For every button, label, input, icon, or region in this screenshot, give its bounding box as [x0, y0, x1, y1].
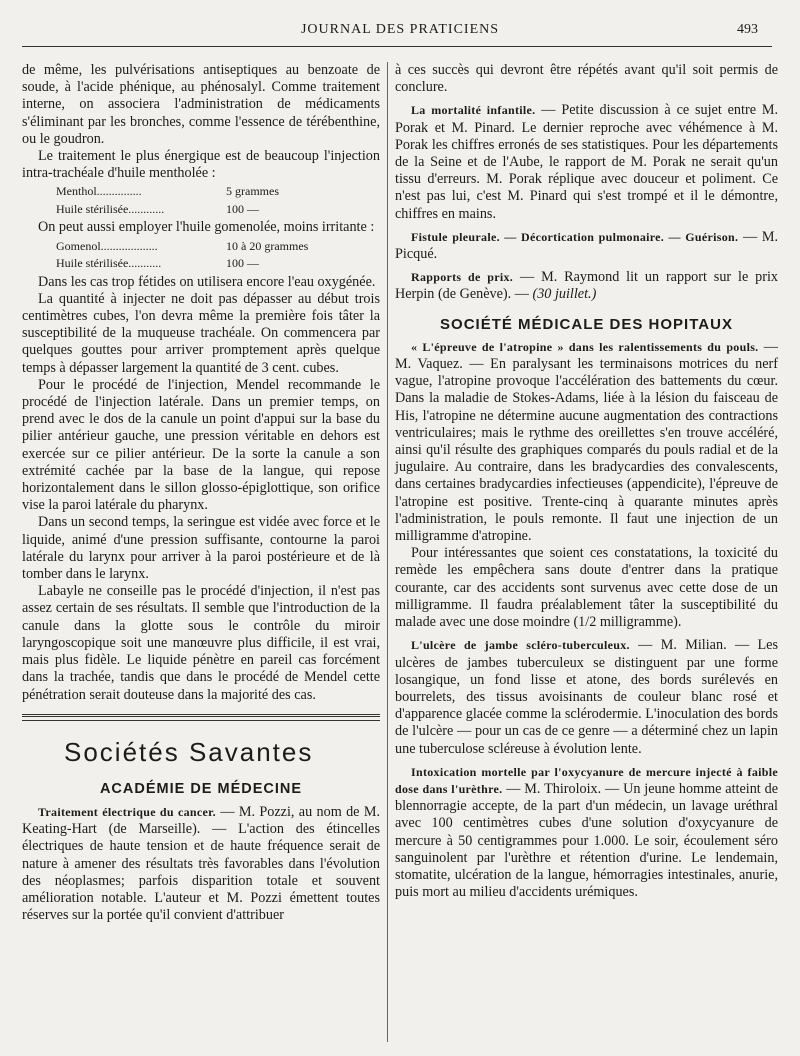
- article-entry: [395, 269, 778, 303]
- subsection-title: ACADÉMIE DE MÉDECINE: [99, 780, 303, 797]
- page-header: [20, 18, 780, 44]
- paragraph: à ces succès qui devront être répétés avant qu'il soit permis de conclure.: [395, 62, 778, 96]
- paragraph: La quantité à injecter ne doit pas dépasser au début trois centimètres cubes, l'on devra même la première fois tâter la susceptibilité de la muqueuse trachéale. On commencera par quelques gouttes pour arriver promptement après quelque temps à dépasser largement la quantité de 3 cent. cubes.: [22, 290, 380, 376]
- formula-value: 100 —: [226, 201, 259, 216]
- formula-value: 5 grammes: [226, 184, 279, 199]
- article-body: — M. Raymond lit un rapport sur le prix Herpin (de Genève). —: [395, 269, 778, 303]
- paragraph: Pour le procédé de l'injection, Mendel recommande le procédé de l'injection latérale. Dans un premier temps, on prend avec le dos de la canule un point d'appui sur la base du pilier antérieur gauche, une pression véritable en dehors est exercée sur ce pilier antérieur. De la sorte la canule a son extrémité cachée par la base de la langue, qui repose horizontalement dans le sillon glosso-épiglottique, son orifice vise la paroi latérale du pharynx.: [22, 376, 380, 514]
- right-column: [395, 62, 778, 901]
- article-heading: Fistule pleurale. — Décortication pulmonaire. — Guérison.: [411, 229, 739, 244]
- article-body: — M. Milian. — Les ulcères de jambes tuberculeux se distinguent par une forme losangique, un fond lisse et atone, des bords surélevés en bourrelets, des tissus avoisinants de couleur blanc rosé et d'apparence glacée comme la sclérodermie. L'inoculation des bords de l'ulcère — pour un cas de ce genre — a déterminé chez un lapin une tuberculose scléreuse à évolution lente.: [395, 637, 778, 757]
- page-number: 493: [737, 22, 758, 37]
- article-entry: [395, 637, 778, 757]
- formula-value: 10 à 20 grammes: [226, 238, 309, 253]
- paragraph: Dans les cas trop fétides on utilisera encore l'eau oxygénée.: [38, 273, 376, 290]
- column-divider: [387, 62, 388, 1042]
- article-heading: Intoxication mortelle par l'oxycyanure de mercure injecté à faible dose dans l'urèthre.: [395, 764, 778, 796]
- formula-row: [56, 184, 336, 200]
- paragraph: Labayle ne conseille pas le procédé d'injection, il n'est pas assez certain de ses résultats. Il semble que l'introduction de la canule dans la glotte sous le contrôle du miroir laryngoscopique soit une manœuvre plus difficile, il est vrai, mais plus fidèle. Le liquide pénètre en pareil cas forcément dans la trachée, tandis que dans le procédé de Mendel cette pénétration serait douteuse dans la majorité des cas.: [22, 583, 380, 703]
- formula-name: Menthol...............: [56, 184, 142, 199]
- formula-row: [56, 256, 336, 272]
- article-entry: [395, 102, 778, 222]
- subsection-title: SOCIÉTÉ MÉDICALE DES HOPITAUX: [440, 315, 733, 333]
- article-body: — M. Thiroloix. — Un jeune homme atteint de blennorragie accepte, de la part d'un médecin, un lavage uréthral avec 100 centimètres cubes d'une solution d'oxycyanure de mercure à 50 centigrammes pour 1.000. Le soir, écoulement séro sanguinolent par l'urèthre et rétention d'urine. Le lendemain, stomatite, ulcération de la langue, hémorragies intestinales, anurie, puis mort au milieu d'accidents urémiques.: [395, 780, 778, 901]
- formula-name: Huile stérilisée...........: [56, 256, 162, 271]
- article-body: — M. Pozzi, au nom de M. Keating-Hart (de Marseille). — L'action des étincelles électriques de haute tension et de haute fréquence serait de nature à amener des résultats très favorables dans l'évolution des néoplasmes; parfois disparition totale et souvent amélioration notable. L'auteur et M. Pozzi émettent toutes réserves sur la portée qu'il convient d'attribuer: [22, 803, 380, 924]
- article-body: — Petite discussion à ce sujet entre M. Porak et M. Pinard. Le dernier reproche avec véhémence à M. Porak les chiffres erronés de ses statistiques. Pour les départements de la Seine et de l'Aube, le rapport de M. Porak ne serait qu'un tissu d'erreurs. M. Porak réplique avec douceur et poliment. Ce n'est pas lui, c'est M. Pinard qui s'est trompé et il le démontre, chiffres en mains.: [395, 102, 778, 222]
- paragraph: de même, les pulvérisations antiseptiques au benzoate de soude, à l'acide phénique, au phénosalyl. Comme traitement interne, on associera l'administration de médicaments s'éliminant par les bronches, comme l'essence de térébenthine, ou le goudron.: [22, 62, 380, 147]
- article-body: — M. Vaquez. — En paralysant les terminaisons motrices du nerf vague, l'atropine provoque l'accélération des battements du cœur. Dans la maladie de Stokes-Adams, liée à la lésion du faisceau de His, l'atropine ne détermine aucune augmentation des contractions ventriculaires; mais le rythme des oreillettes s'en trouve accéléré, ainsi qu'il résulte des graphiques comparés du pouls radial et de la jugulaire. Au contraire, dans les bradycardies des convalescents, dans certaines bradycardies infectieuses (appendicite), l'épreuve de l'atropine est positive. Trente-cinq à quarante minutes après l'administration, le pouls remonte. Il faut une injection de un milligramme d'atropine.: [395, 338, 778, 545]
- section-title: Sociétés Savantes: [64, 736, 314, 767]
- article-date: (30 juillet.): [532, 286, 597, 303]
- article-heading: Traitement électrique du cancer.: [38, 804, 216, 819]
- paragraph: Pour intéressantes que soient ces constatations, la toxicité du remède les empêchera sans doute d'entrer dans la pratique courante, car des accidents sont survenus avec cette dose de un milligramme. Il faudra préalablement tâter la susceptibilité du malade avec une dose moindre (1/2 milligramme).: [395, 545, 778, 631]
- article-entry: [395, 339, 778, 545]
- formula-row: [56, 239, 336, 255]
- header-rule: [22, 46, 772, 47]
- article-body: — M. Picqué.: [395, 228, 778, 263]
- paragraph: On peut aussi employer l'huile gomenolée, moins irritante :: [38, 219, 375, 236]
- formula-row: [56, 202, 336, 218]
- paragraph: Dans un second temps, la seringue est vidée avec force et le liquide, animé d'une pression suffisante, contourne la paroi latérale du larynx pour arriver à la paroi postérieure et de là tomber dans le larynx.: [22, 514, 380, 583]
- running-title: JOURNAL DES PRATICIENS: [300, 22, 500, 37]
- formula-value: 100 —: [226, 256, 259, 271]
- paragraph: Le traitement le plus énergique est de beaucoup l'injection intra-trachéale d'huile mentholée :: [22, 148, 380, 182]
- left-column: [22, 62, 380, 924]
- section-rule: [22, 714, 380, 721]
- article-entry: [22, 804, 380, 924]
- article-heading: Rapports de prix.: [411, 270, 514, 285]
- article-entry: [395, 764, 778, 902]
- formula-name: Gomenol...................: [56, 238, 158, 253]
- article-heading: L'ulcère de jambe scléro-tuberculeux.: [411, 638, 630, 653]
- article-heading: « L'épreuve de l'atropine » dans les ralentissements du pouls.: [411, 339, 759, 354]
- formula-name: Huile stérilisée............: [56, 201, 165, 216]
- article-heading: La mortalité infantile.: [411, 103, 536, 118]
- article-entry: [395, 229, 778, 263]
